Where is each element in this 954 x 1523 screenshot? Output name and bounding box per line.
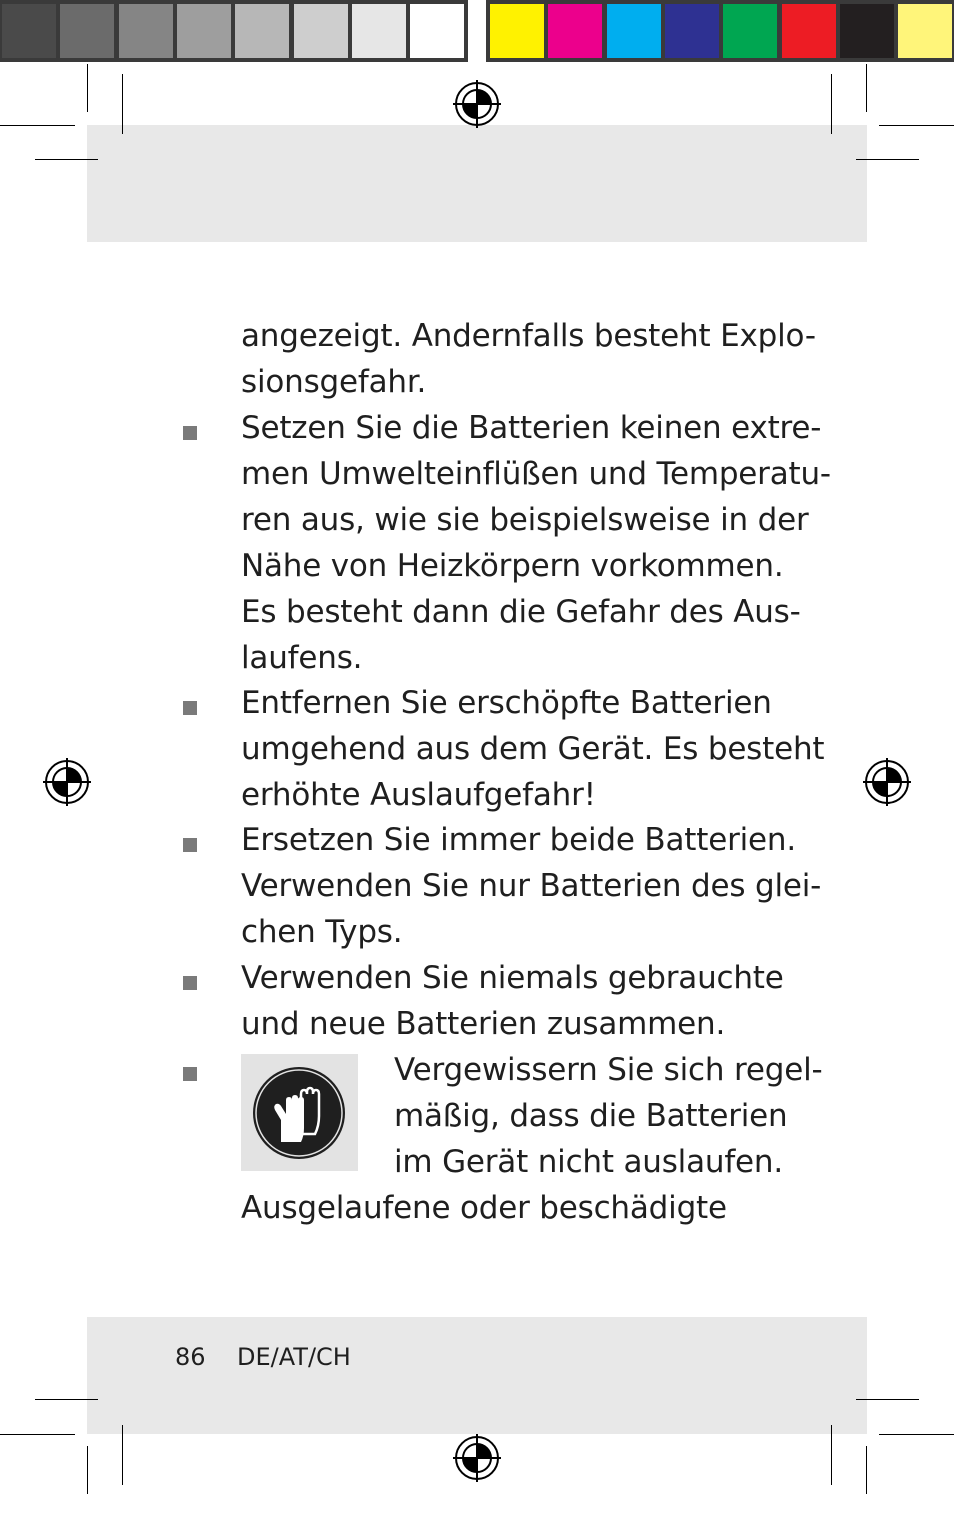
square-bullet-icon bbox=[183, 701, 197, 715]
color-swatch bbox=[2, 4, 56, 58]
glove-icon-box bbox=[241, 1054, 358, 1171]
text-line: umgehend aus dem Gerät. Es besteht bbox=[241, 731, 825, 767]
crop-mark bbox=[122, 1425, 123, 1485]
registration-mark-icon bbox=[43, 758, 91, 806]
crop-mark bbox=[35, 1399, 98, 1400]
crop-mark bbox=[866, 1446, 867, 1494]
text-line: Ausgelaufene oder beschädigte bbox=[241, 1190, 727, 1226]
color-swatch bbox=[410, 4, 464, 58]
square-bullet-icon bbox=[183, 976, 197, 990]
registration-mark-icon bbox=[453, 80, 501, 128]
text-line: ren aus, wie sie beispielsweise in der bbox=[241, 502, 809, 538]
text-line: chen Typs. bbox=[241, 914, 403, 950]
text-line: Verwenden Sie niemals gebrauchte bbox=[241, 960, 784, 996]
page-number: 86 bbox=[175, 1343, 206, 1371]
crop-mark bbox=[0, 125, 75, 126]
color-swatch bbox=[490, 4, 544, 58]
crop-mark bbox=[879, 125, 954, 126]
crop-mark bbox=[831, 74, 832, 134]
color-swatch bbox=[665, 4, 719, 58]
crop-mark bbox=[856, 1399, 919, 1400]
protective-gloves-icon bbox=[241, 1054, 358, 1171]
crop-mark bbox=[35, 159, 98, 160]
crop-mark bbox=[122, 74, 123, 134]
text-line: laufens. bbox=[241, 640, 363, 676]
registration-mark-icon bbox=[863, 758, 911, 806]
square-bullet-icon bbox=[183, 426, 197, 440]
square-bullet-icon bbox=[183, 838, 197, 852]
color-swatch bbox=[607, 4, 661, 58]
text-line: mäßig, dass die Batterien bbox=[394, 1098, 788, 1134]
color-swatch bbox=[723, 4, 777, 58]
color-swatch bbox=[898, 4, 952, 58]
crop-mark bbox=[879, 1434, 954, 1435]
text-line: Vergewissern Sie sich regel- bbox=[394, 1052, 823, 1088]
crop-mark bbox=[831, 1425, 832, 1485]
color-swatch bbox=[60, 4, 114, 58]
crop-mark bbox=[87, 1446, 88, 1494]
crop-mark bbox=[0, 1434, 75, 1435]
registration-mark-icon bbox=[453, 1434, 501, 1482]
color-swatch bbox=[548, 4, 602, 58]
color-swatch bbox=[840, 4, 894, 58]
text-line: Ersetzen Sie immer beide Batterien. bbox=[241, 822, 796, 858]
text-line: im Gerät nicht auslaufen. bbox=[394, 1144, 784, 1180]
crop-mark bbox=[856, 159, 919, 160]
text-line: Verwenden Sie nur Batterien des glei- bbox=[241, 868, 822, 904]
color-swatch bbox=[177, 4, 231, 58]
color-swatch bbox=[352, 4, 406, 58]
footer-band bbox=[87, 1317, 867, 1434]
color-swatch bbox=[119, 4, 173, 58]
color-swatch bbox=[294, 4, 348, 58]
text-line: erhöhte Auslaufgefahr! bbox=[241, 777, 596, 813]
text-line: Es besteht dann die Gefahr des Aus- bbox=[241, 594, 801, 630]
text-line: men Umwelteinflüßen und Temperatu- bbox=[241, 456, 831, 492]
region-label: DE/AT/CH bbox=[237, 1343, 351, 1371]
crop-mark bbox=[866, 64, 867, 112]
header-band bbox=[87, 125, 867, 242]
text-line: sionsgefahr. bbox=[241, 364, 427, 400]
crop-mark bbox=[87, 64, 88, 112]
square-bullet-icon bbox=[183, 1067, 197, 1081]
text-line: Setzen Sie die Batterien keinen extre- bbox=[241, 410, 822, 446]
text-line: Nähe von Heizkörpern vorkommen. bbox=[241, 548, 784, 584]
text-line: angezeigt. Andernfalls besteht Explo- bbox=[241, 318, 816, 354]
color-swatch bbox=[235, 4, 289, 58]
color-swatch bbox=[782, 4, 836, 58]
text-line: und neue Batterien zusammen. bbox=[241, 1006, 726, 1042]
text-line: Entfernen Sie erschöpfte Batterien bbox=[241, 685, 772, 721]
